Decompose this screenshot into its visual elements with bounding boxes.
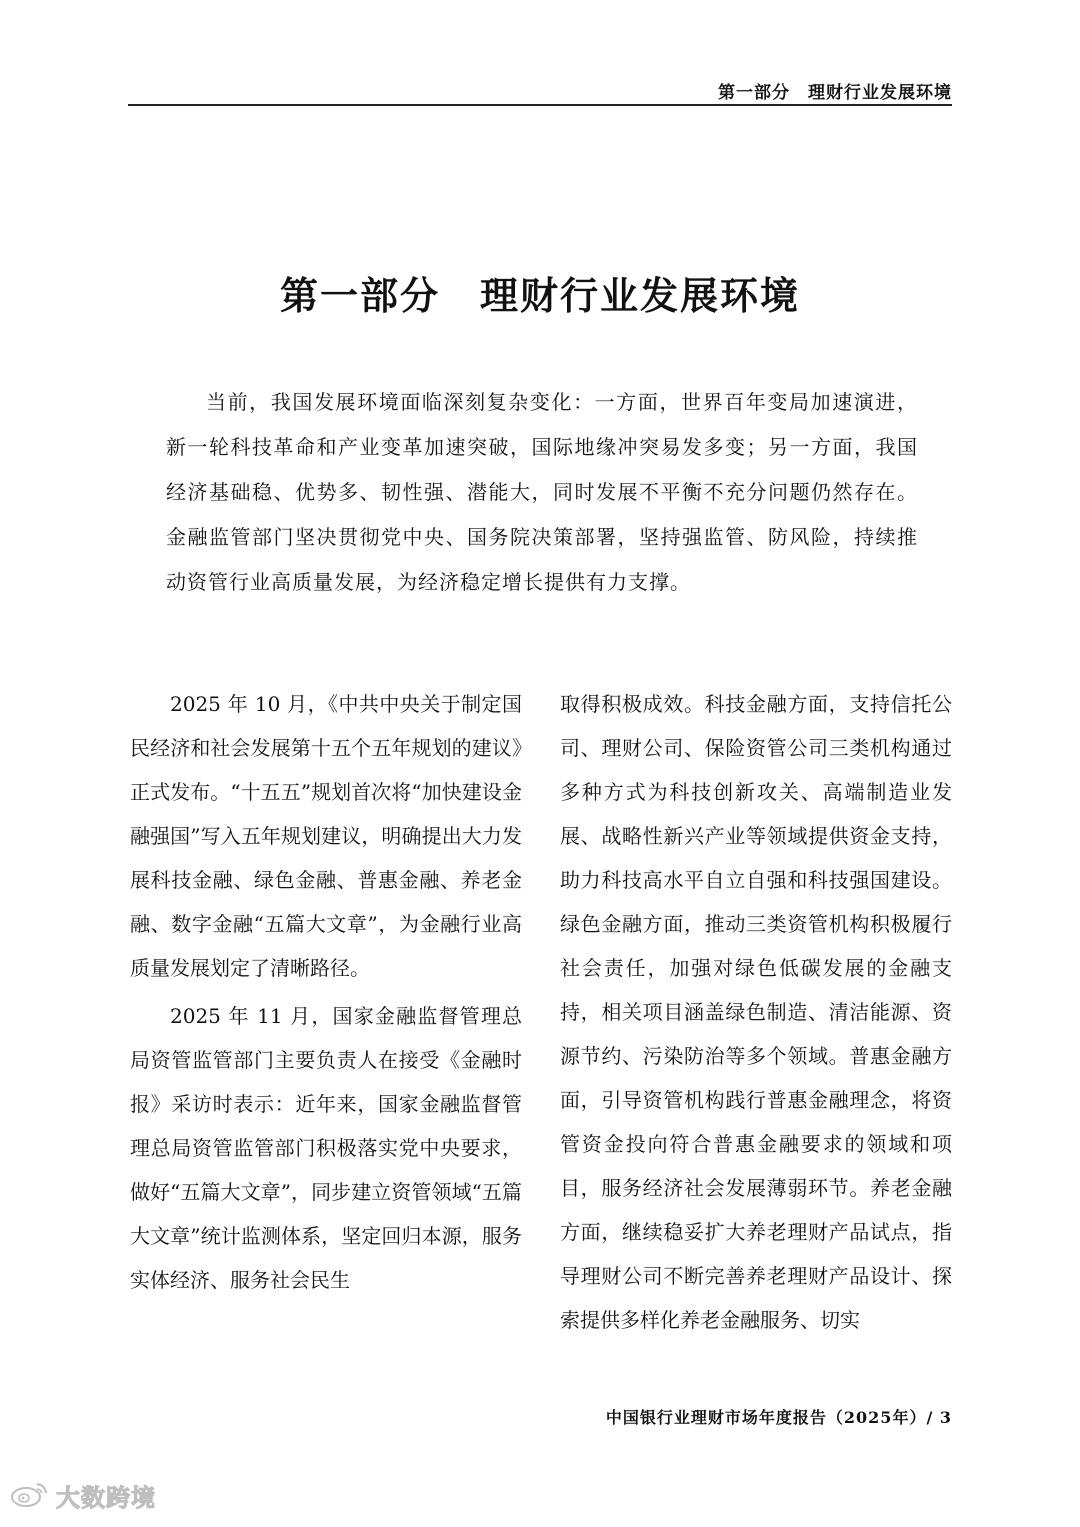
- part-title: 第一部分 理财行业发展环境: [279, 274, 800, 319]
- header-rule: [128, 104, 952, 106]
- watermark-text: 大数跨境: [56, 1484, 156, 1512]
- watermark: [10, 1478, 156, 1513]
- intro-paragraph: 当前，我国发展环境面临深刻复杂变化：一方面，世界百年变局加速演进，新一轮科技革命和产业变革加速突破，国际地缘冲突易发多变；另一方面，我国经济基础稳、优势多、韧性强、潜能大，同时发展不平衡不充分问题仍然存在。金融监管部门坚决贯彻党中央、国务院决策部署，坚持强监管、防风险，持续推动资管行业高质量发展，为经济稳定增长提供有力支撑。: [166, 390, 918, 594]
- page-footer: 中国银行业理财市场年度报告（2025年）/ 3: [605, 1408, 952, 1427]
- weibo-logo-icon: [10, 1480, 50, 1512]
- body-column-right: [560, 682, 952, 1346]
- body-paragraph: 2025 年 10 月，《中共中央关于制定国民经济和社会发展第十五个五年规划的建议》正式发布。“十五五”规划首次将“加快建设金融强国”写入五年规划建议，明确提出大力发展科技金融、绿色金融、普惠金融、养老金融、数字金融“五篇大文章”，为金融行业高质量发展划定了清晰路径。: [130, 692, 522, 980]
- body-paragraph: 2025 年 11 月，国家金融监督管理总局资管监管部门主要负责人在接受《金融时报》采访时表示：近年来，国家金融监督管理总局资管监管部门积极落实党中央要求，做好“五篇大文章”，同步建立资管领域“五篇大文章”统计监测体系，坚定回归本源，服务实体经济、服务社会民生: [130, 1004, 522, 1292]
- body-column-left: [130, 682, 522, 1306]
- running-header-title: 第一部分 理财行业发展环境: [718, 83, 952, 103]
- body-paragraph-continued: 取得积极成效。科技金融方面，支持信托公司、理财公司、保险资管公司三类机构通过多种方式为科技创新攻关、高端制造业发展、战略性新兴产业等领域提供资金支持，助力科技高水平自立自强和科技强国建设。绿色金融方面，推动三类资管机构积极履行社会责任，加强对绿色低碳发展的金融支持，相关项目涵盖绿色制造、清洁能源、资源节约、污染防治等多个领域。普惠金融方面，引导资管机构践行普惠金融理念，将资管资金投向符合普惠金融要求的领域和项目，服务经济社会发展薄弱环节。养老金融方面，继续稳妥扩大养老理财产品试点，指导理财公司不断完善养老理财产品设计、探索提供多样化养老金融服务、切实: [560, 692, 952, 1332]
